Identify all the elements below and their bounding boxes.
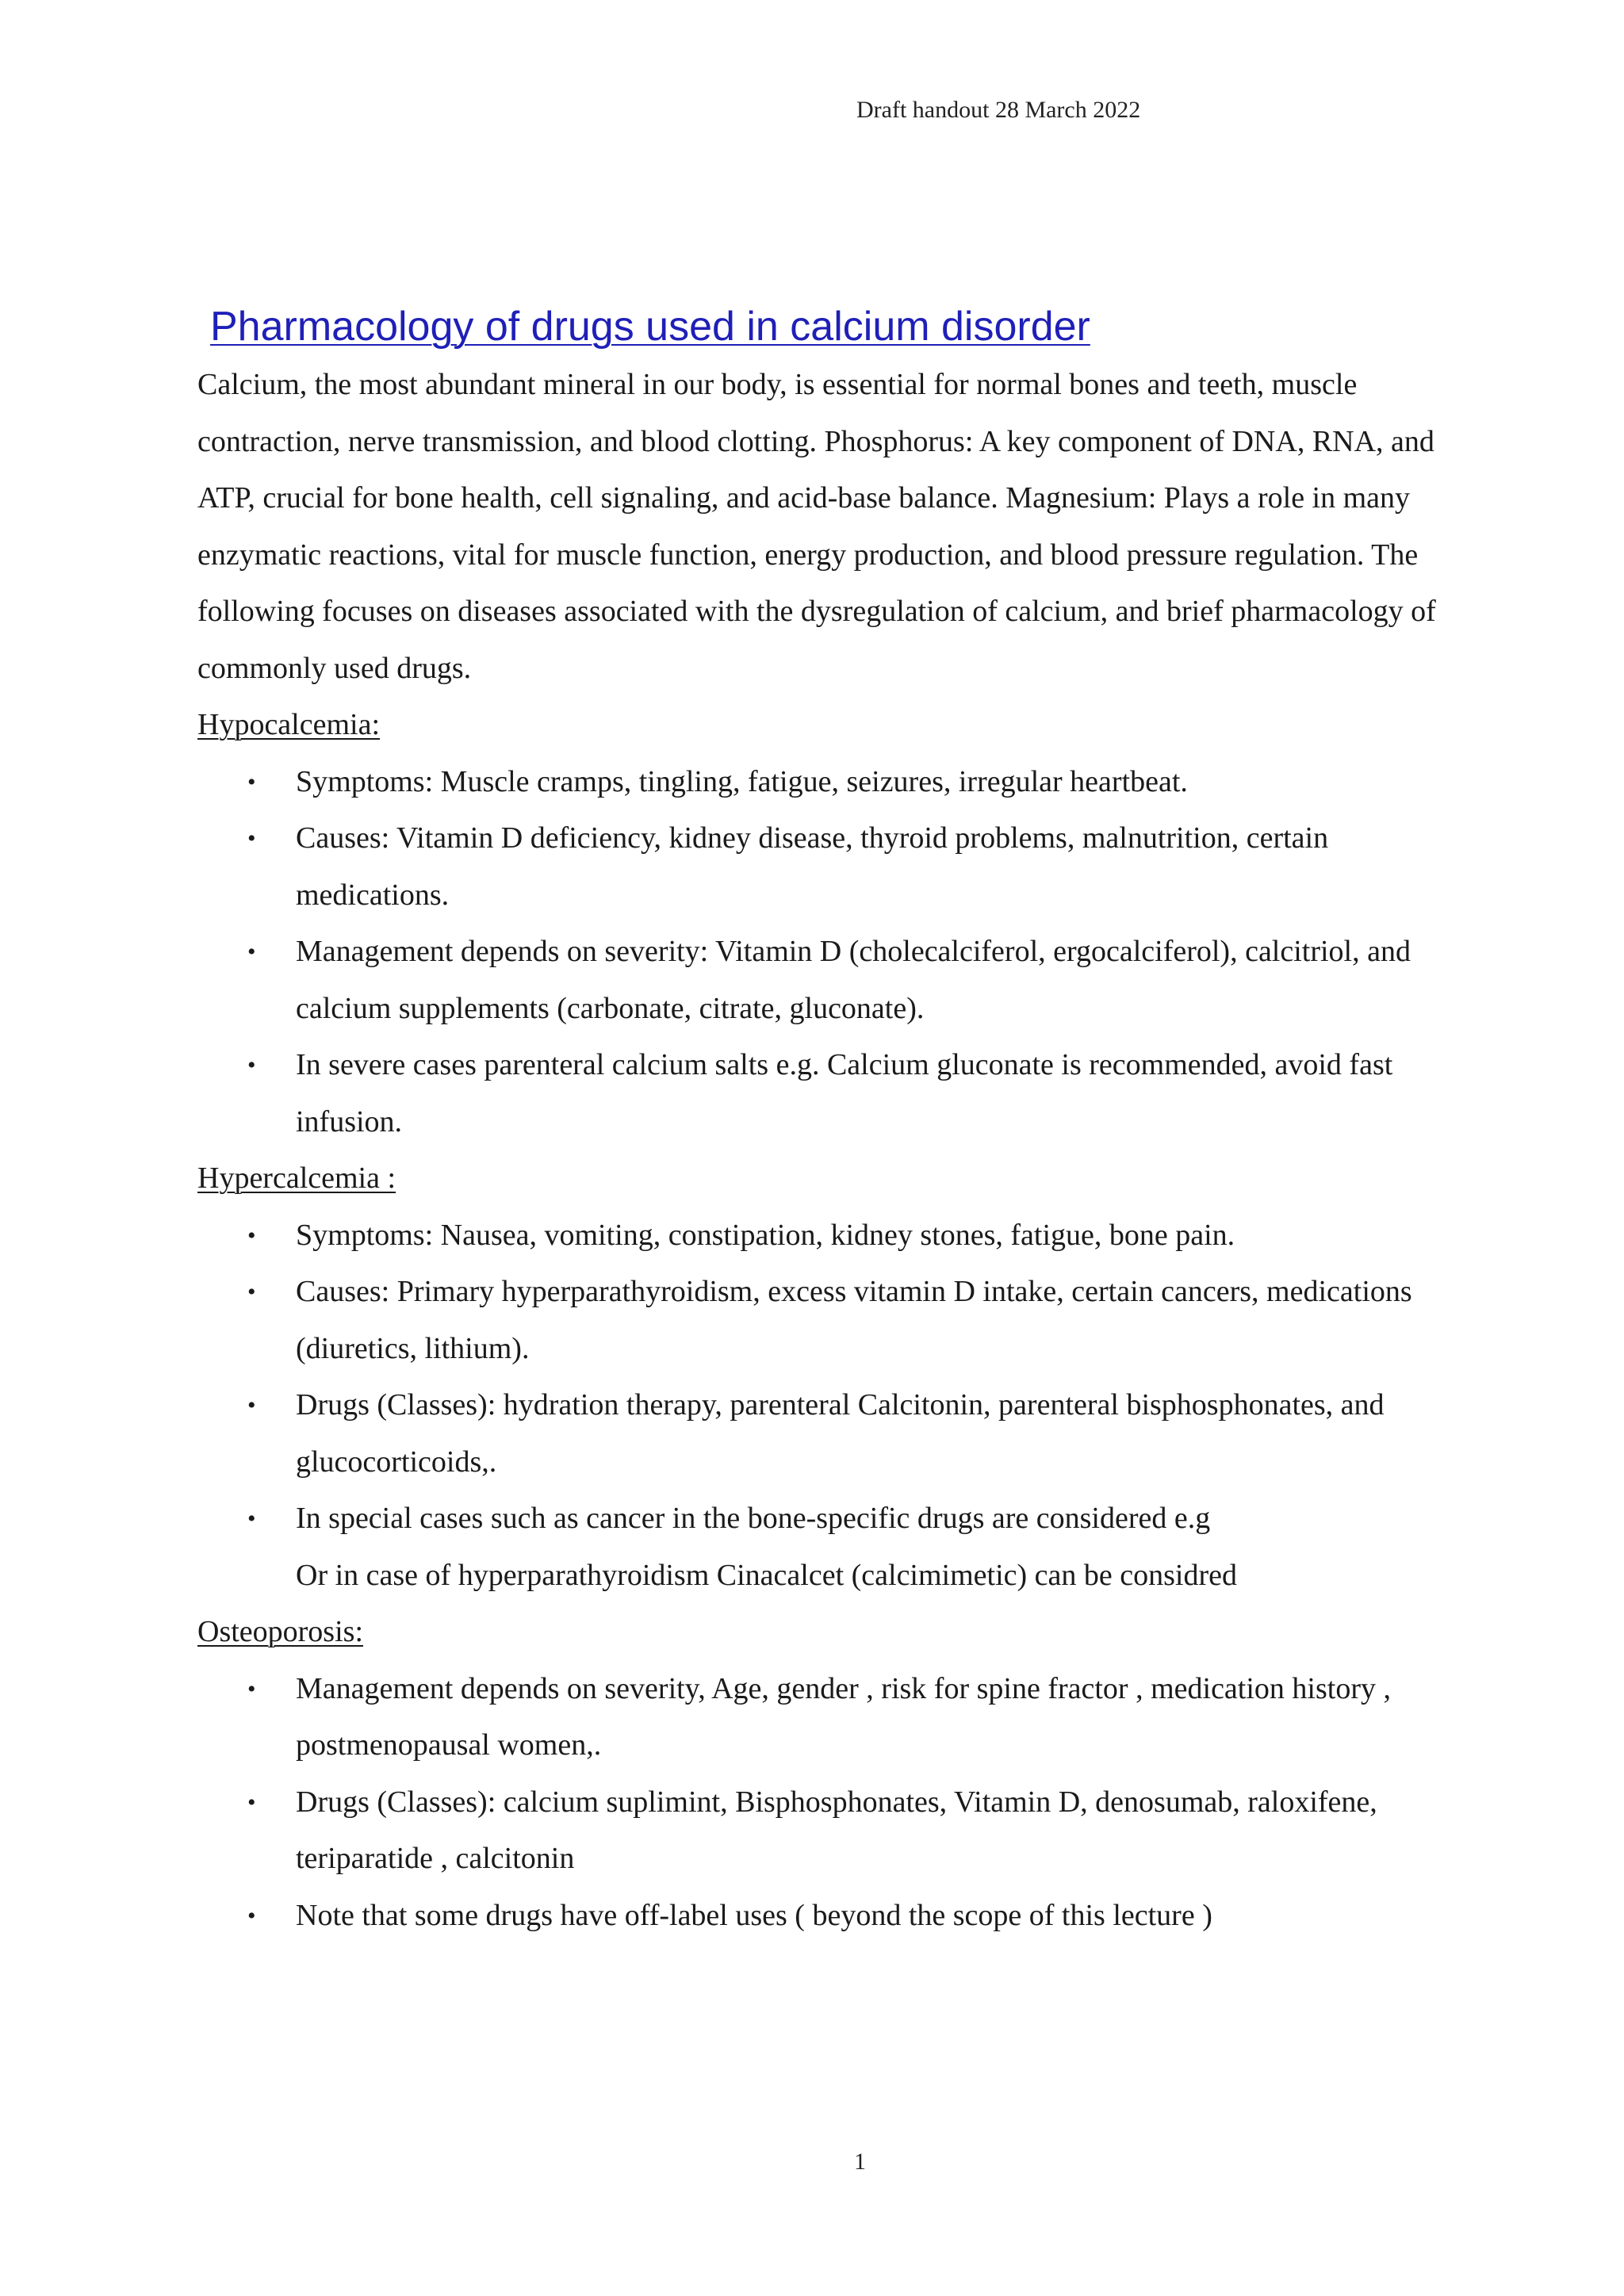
intro-paragraph: Calcium, the most abundant mineral in our body, is essential for normal bones and teeth, muscle contraction, nerve transmission, and blood clotting. Phosphorus: A key component of DNA, RNA, and ATP, crucial for bone health, cell signaling, and acid-base balance. Magnesium: Plays a role in many enzymatic reactions, vital for muscle function, energy production, and blood pressure regulation. The following focuses on diseases associated with the dysregulation of calcium, and brief pharmacology of commonly used drugs. bbox=[197, 368, 1436, 685]
special-case-line-2: Or in case of hyperparathyroidism Cinacalcet (calcimimetic) can be considred bbox=[296, 1558, 1237, 1592]
list-item: • Drugs (Classes): calcium suplimint, Bisphosphonates, Vitamin D, denosumab, raloxifene, teriparatide , calcitonin bbox=[197, 1774, 1482, 1888]
hypercalcemia-list bbox=[197, 1207, 1482, 1605]
header-date: Draft handout 28 March 2022 bbox=[856, 97, 1141, 123]
list-item: • Management depends on severity, Age, gender , risk for spine fractor , medication history , postmenopausal women,. bbox=[197, 1661, 1482, 1774]
list-item: • Management depends on severity: Vitamin D (cholecalciferol, ergocalciferol), calcitriol, and calcium supplements (carbonate, citrate, gluconate). bbox=[197, 924, 1482, 1037]
list-item: • Symptoms: Muscle cramps, tingling, fatigue, seizures, irregular heartbeat. bbox=[197, 754, 1482, 811]
page-number: 1 bbox=[854, 2149, 866, 2175]
hypercalcemia-heading bbox=[197, 1150, 1482, 1207]
list-item: • Causes: Vitamin D deficiency, kidney disease, thyroid problems, malnutrition, certain medications. bbox=[197, 810, 1482, 924]
list-item: • Note that some drugs have off-label uses ( beyond the scope of this lecture ) bbox=[197, 1888, 1482, 1945]
list-item: • Causes: Primary hyperparathyroidism, excess vitamin D intake, certain cancers, medications (diuretics, lithium). bbox=[197, 1264, 1482, 1377]
hypocalcemia-list bbox=[197, 754, 1482, 1151]
list-item: • Drugs (Classes): hydration therapy, parenteral Calcitonin, parenteral bisphosphonates, and glucocorticoids,. bbox=[197, 1377, 1482, 1490]
osteoporosis-heading bbox=[197, 1604, 1482, 1661]
hypercalcemia-heading-text: Hypercalcemia : bbox=[197, 1161, 396, 1195]
list-item bbox=[197, 1490, 1482, 1604]
hypocalcemia-heading bbox=[197, 697, 1482, 754]
osteoporosis-heading-text: Osteoporosis: bbox=[197, 1615, 363, 1648]
list-item: • Symptoms: Nausea, vomiting, constipation, kidney stones, fatigue, bone pain. bbox=[197, 1207, 1482, 1265]
osteoporosis-list bbox=[197, 1661, 1482, 1945]
document-title: Pharmacology of drugs used in calcium disorder bbox=[210, 304, 1090, 350]
document-body bbox=[197, 357, 1482, 1944]
special-case-line-1: • In special cases such as cancer in the bone-specific drugs are considered e.g bbox=[296, 1502, 1211, 1535]
hypocalcemia-heading-text: Hypocalcemia: bbox=[197, 708, 381, 741]
list-item: • In severe cases parenteral calcium salts e.g. Calcium gluconate is recommended, avoid fast infusion. bbox=[197, 1037, 1482, 1150]
